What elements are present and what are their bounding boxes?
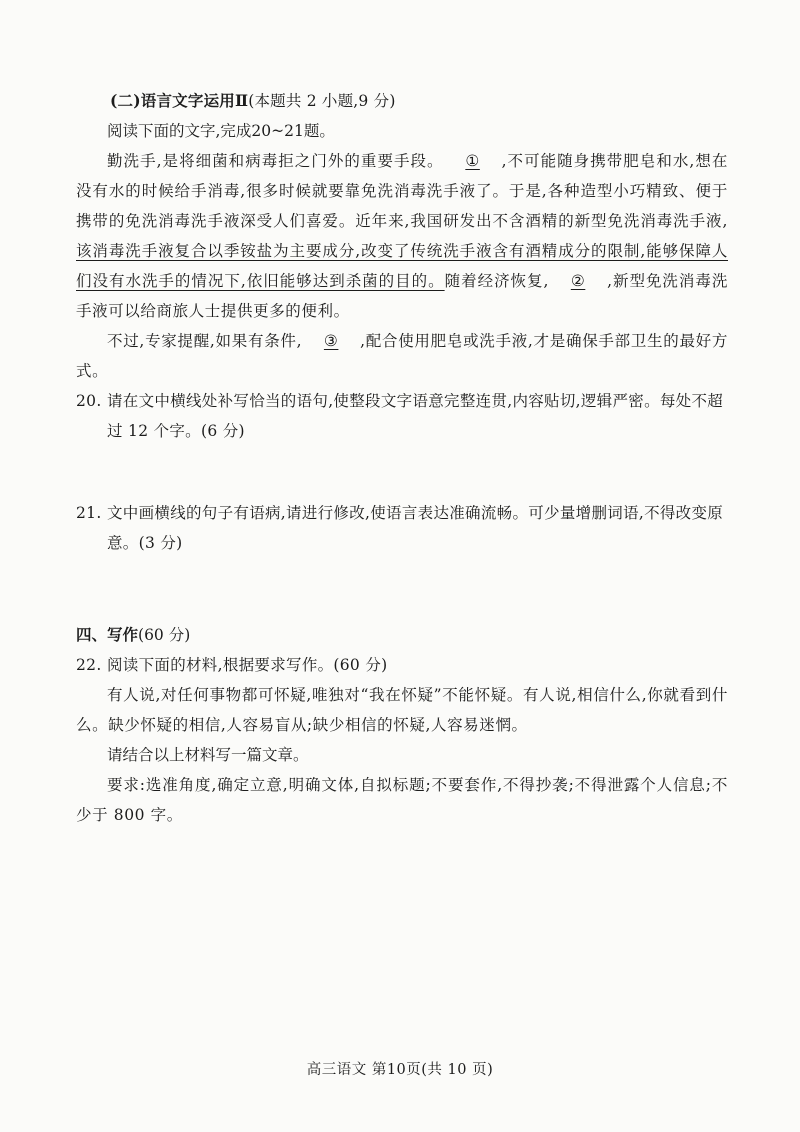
page-footer: 高三语文 第10页(共 10 页) [306, 1062, 494, 1078]
passage-paragraph-1 [76, 146, 728, 326]
blank-3: ③ [323, 332, 339, 350]
passage-text: ,配合使用肥皂或洗手液,才是确保手部卫生的最好方式。 [76, 332, 728, 380]
section-title-bold: (二)语言文字运用Ⅱ [110, 91, 249, 110]
section-heading-language-use [110, 86, 728, 116]
question-number: 21. [76, 504, 102, 522]
question-text: 阅读下面的材料,根据要求写作。(60 分) [107, 656, 388, 674]
passage-paragraph-2 [76, 326, 728, 386]
section-heading-writing [76, 620, 728, 650]
section-title-note: (60 分) [138, 626, 191, 644]
writing-material: 有人说,对任何事物都可怀疑,唯独对“我在怀疑”不能怀疑。有人说,相信什么,你就看到什么。缺少怀疑的相信,人容易盲从;缺少相信的怀疑,人容易迷惘。 [76, 686, 728, 734]
passage-text: ,新型免洗消毒洗手液可以给商旅人士提供更多的便利。 [76, 272, 728, 320]
question-text: 请在文中横线处补写恰当的语句,使整段文字语意完整连贯,内容贴切,逻辑严密。每处不超过 12 个字。(6 分) [107, 392, 724, 440]
passage-text: 随着经济恢复, [444, 272, 550, 290]
section-title-note: (本题共 2 小题,9 分) [248, 92, 396, 110]
exam-content [76, 86, 728, 830]
writing-requirements: 要求:选准角度,确定立意,明确文体,自拟标题;不要套作,不得抄袭;不得泄露个人信息;不少于 800 字。 [76, 776, 728, 824]
question-number: 20. [76, 392, 102, 410]
reading-instruction: 阅读下面的文字,完成20~21题。 [107, 122, 335, 140]
question-21 [76, 498, 728, 558]
answer-space-20 [76, 446, 728, 498]
question-text: 文中画横线的句子有语病,请进行修改,使语言表达准确流畅。可少量增删词语,不得改变原意。(3 分) [107, 504, 724, 552]
passage-text: 勤洗手,是将细菌和病毒拒之门外的重要手段。 [107, 152, 444, 170]
section-title-bold: 四、写作 [76, 625, 139, 644]
passage-text: 不过,专家提醒,如果有条件, [107, 332, 303, 350]
question-number: 22. [76, 656, 102, 674]
question-22 [76, 650, 728, 680]
underlined-sentence: 该消毒洗手液复合以季铵盐为主要成分,改变了传统洗手液含有酒精成分的限制,能够保障人们没有水洗手的情况下,依旧能够达到杀菌的目的。 [76, 242, 728, 290]
answer-space-21 [76, 558, 728, 620]
passage-text: ,不可能随身携带肥皂和水,想在没有水的时候给手消毒,很多时候就要靠免洗消毒洗手液了。于是,各种造型小巧精致、便于携带的免洗消毒洗手液深受人们喜爱。近年来,我国研发出不含酒精的新型免洗消毒洗手液, [76, 152, 728, 230]
question-20 [76, 386, 728, 446]
writing-prompt: 请结合以上材料写一篇文章。 [107, 746, 309, 764]
blank-2: ② [570, 272, 586, 290]
blank-1: ① [465, 152, 480, 170]
